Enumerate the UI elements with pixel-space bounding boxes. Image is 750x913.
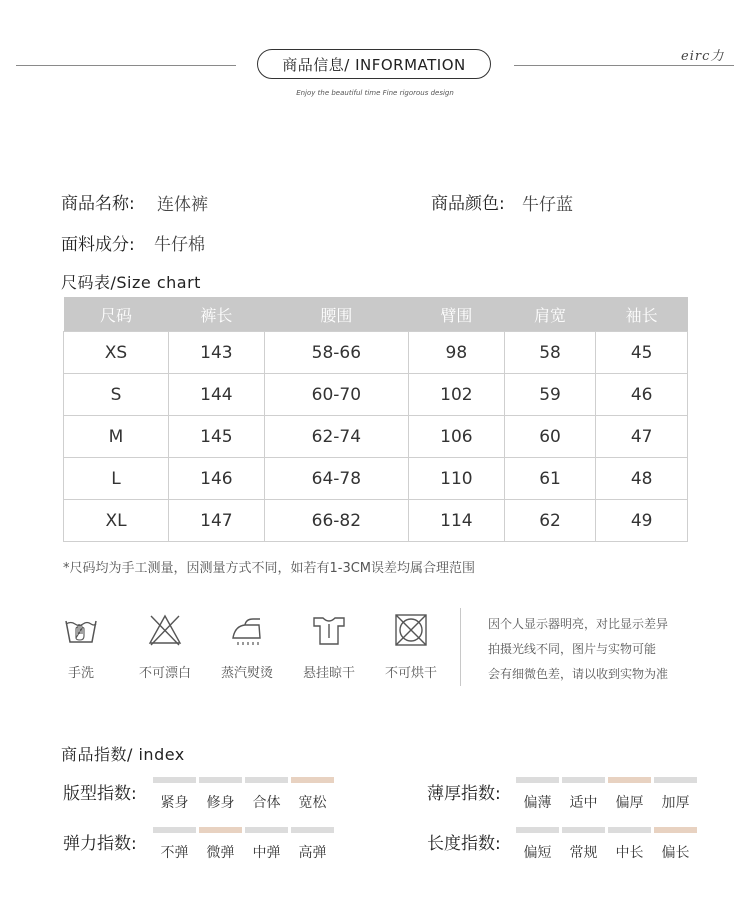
index-option-label: 加厚 <box>661 795 690 811</box>
length-option <box>516 827 559 862</box>
elasticity-option <box>245 827 288 862</box>
index-bar-selected <box>291 777 334 783</box>
index-bar <box>153 777 196 783</box>
index-option-label: 偏长 <box>661 845 690 861</box>
care-item-no-tumble-dry <box>371 612 451 681</box>
disclaimer-line: 拍摄光线不同，图片与实物可能 <box>488 642 657 656</box>
care-label: 不可烘干 <box>384 666 437 681</box>
index-bar <box>516 777 559 783</box>
table-cell: 110 <box>408 458 504 500</box>
index-bar <box>608 827 651 833</box>
size-table <box>63 297 688 542</box>
table-cell: 60 <box>504 416 596 458</box>
table-cell: 64-78 <box>264 458 408 500</box>
table-cell: 144 <box>169 374 265 416</box>
index-option-label: 高弹 <box>298 845 327 861</box>
index-bar <box>654 777 697 783</box>
color-value: 牛仔蓝 <box>522 195 573 215</box>
table-cell: 146 <box>169 458 265 500</box>
size-chart-title: 尺码表/Size chart <box>61 273 201 292</box>
header-line-right <box>514 65 734 66</box>
table-cell: 58 <box>504 332 596 374</box>
header-shoulder: 肩宽 <box>504 297 596 332</box>
table-cell: 49 <box>596 500 688 542</box>
index-option-label: 微弹 <box>206 845 235 861</box>
no-tumble-dry-icon <box>393 612 429 648</box>
fit-option-selected <box>291 777 334 812</box>
index-bar <box>516 827 559 833</box>
table-cell: 61 <box>504 458 596 500</box>
index-bar <box>562 827 605 833</box>
name-label: 商品名称: <box>61 194 135 214</box>
table-cell: XL <box>64 500 169 542</box>
index-option-label: 修身 <box>206 795 235 811</box>
table-cell: 59 <box>504 374 596 416</box>
table-row <box>64 416 688 458</box>
material-value: 牛仔棉 <box>154 235 205 255</box>
index-bar <box>562 777 605 783</box>
table-cell: 145 <box>169 416 265 458</box>
table-cell: XS <box>64 332 169 374</box>
index-option-label: 常规 <box>569 845 598 861</box>
elasticity-option <box>153 827 196 862</box>
brand-logo: eirc力 <box>681 49 725 64</box>
index-option-label: 合体 <box>252 795 281 811</box>
hang-dry-icon <box>311 612 347 648</box>
care-item-hand-wash <box>41 612 121 681</box>
header-waist: 腰围 <box>264 297 408 332</box>
index-bar-selected <box>654 827 697 833</box>
index-option-label: 紧身 <box>160 795 189 811</box>
care-label: 蒸汽熨烫 <box>220 666 273 681</box>
disclaimer-line: 会有细微色差，请以收到实物为准 <box>488 667 669 681</box>
index-title: 商品指数/ index <box>61 745 185 764</box>
name-value: 连体裤 <box>157 195 208 215</box>
color-label: 商品颜色: <box>431 194 505 214</box>
pill-text: 商品信息/ INFORMATION <box>282 55 466 74</box>
index-option-label: 偏短 <box>523 845 552 861</box>
table-cell: S <box>64 374 169 416</box>
hand-wash-icon <box>63 612 99 648</box>
no-bleach-icon <box>147 612 183 648</box>
section-pill <box>257 49 491 79</box>
length-index-label: 长度指数: <box>427 834 501 854</box>
header-line-left <box>16 65 236 66</box>
thickness-option <box>654 777 697 812</box>
table-cell: 48 <box>596 458 688 500</box>
care-item-steam-iron <box>207 612 287 681</box>
table-row <box>64 374 688 416</box>
header-pants-length: 裤长 <box>169 297 265 332</box>
thickness-option-selected <box>608 777 651 812</box>
index-option-label: 中弹 <box>252 845 281 861</box>
thickness-option <box>562 777 605 812</box>
table-cell: 62-74 <box>264 416 408 458</box>
table-cell: 60-70 <box>264 374 408 416</box>
header-sleeve: 袖长 <box>596 297 688 332</box>
index-bar <box>199 777 242 783</box>
size-note: *尺码均为手工测量，因测量方式不同，如若有1-3CM误差均属合理范围 <box>63 561 476 576</box>
table-row <box>64 500 688 542</box>
fit-index-label: 版型指数: <box>63 784 137 804</box>
length-option <box>608 827 651 862</box>
fit-option <box>245 777 288 812</box>
table-cell: 114 <box>408 500 504 542</box>
fit-option <box>153 777 196 812</box>
index-option-label: 宽松 <box>298 795 327 811</box>
header-arm: 臂围 <box>408 297 504 332</box>
table-cell: 66-82 <box>264 500 408 542</box>
care-item-hang-dry <box>289 612 369 681</box>
table-cell: 102 <box>408 374 504 416</box>
table-cell: 143 <box>169 332 265 374</box>
index-bar <box>245 777 288 783</box>
steam-iron-icon <box>229 612 265 648</box>
care-label: 不可漂白 <box>138 666 191 681</box>
disclaimer-line: 因个人显示器明亮，对比显示差异 <box>488 617 669 631</box>
table-cell: 147 <box>169 500 265 542</box>
thickness-index-label: 薄厚指数: <box>427 784 501 804</box>
table-cell: M <box>64 416 169 458</box>
elasticity-option-selected <box>199 827 242 862</box>
elasticity-option <box>291 827 334 862</box>
table-cell: 62 <box>504 500 596 542</box>
index-bar-selected <box>199 827 242 833</box>
index-option-label: 适中 <box>569 795 598 811</box>
elasticity-index-label: 弹力指数: <box>63 834 137 854</box>
thickness-option <box>516 777 559 812</box>
table-cell: 106 <box>408 416 504 458</box>
table-cell: L <box>64 458 169 500</box>
index-bar <box>153 827 196 833</box>
table-cell: 45 <box>596 332 688 374</box>
index-bar-selected <box>608 777 651 783</box>
index-option-label: 偏薄 <box>523 795 552 811</box>
table-row <box>64 458 688 500</box>
index-bar <box>291 827 334 833</box>
table-cell: 98 <box>408 332 504 374</box>
table-cell: 46 <box>596 374 688 416</box>
index-option-label: 中长 <box>615 845 644 861</box>
care-divider <box>460 608 461 686</box>
care-label: 手洗 <box>67 666 94 681</box>
index-option-label: 偏厚 <box>615 795 644 811</box>
table-header-row <box>64 297 688 332</box>
table-cell: 47 <box>596 416 688 458</box>
table-row <box>64 332 688 374</box>
length-option <box>562 827 605 862</box>
length-option-selected <box>654 827 697 862</box>
table-cell: 58-66 <box>264 332 408 374</box>
index-bar <box>245 827 288 833</box>
header-size: 尺码 <box>64 297 169 332</box>
tagline: Enjoy the beautiful time Fine rigorous design <box>296 89 454 97</box>
fit-option <box>199 777 242 812</box>
care-item-no-bleach <box>125 612 205 681</box>
care-label: 悬挂晾干 <box>302 666 355 681</box>
material-label: 面料成分: <box>61 235 135 255</box>
index-option-label: 不弹 <box>160 845 189 861</box>
